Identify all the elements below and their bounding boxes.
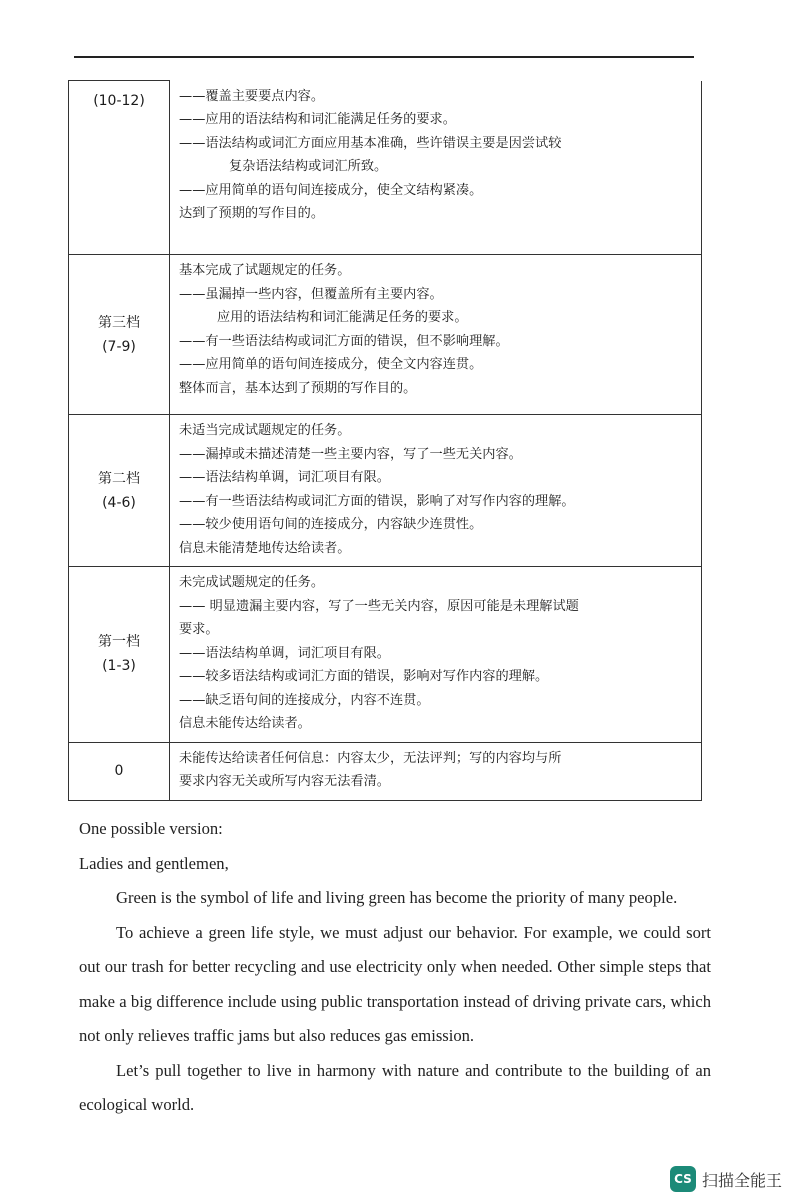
criteria-line: 应用的语法结构和词汇能满足任务的要求。 (217, 310, 468, 325)
criteria-line: ——缺乏语句间的连接成分，内容不连贯。 (179, 692, 430, 708)
grade-range: (1-3) (102, 658, 136, 675)
criteria-line: ——语法结构或词汇方面应用基本准确，些许错误主要是因尝试较 (179, 135, 562, 151)
criteria-cell (170, 415, 702, 567)
criteria-line: ——应用简单的语句间连接成分，使全文内容连贯。 (179, 357, 483, 372)
grade-cell (69, 415, 170, 567)
criteria-line: 整体而言，基本达到了预期的写作目的。 (179, 380, 417, 396)
rubric-row-10-12 (69, 81, 702, 255)
criteria-line: 未能传达给读者任何信息：内容太少，无法评判；写的内容均与所 (179, 750, 562, 766)
criteria-line: ——有一些语法结构或词汇方面的错误，影响了对写作内容的理解。 (179, 493, 575, 509)
criteria-line: ——语法结构单调，词汇项目有限。 (179, 645, 390, 661)
criteria-line: ——较少使用语句间的连接成分，内容缺少连贯性。 (179, 517, 483, 532)
criteria-line: 未适当完成试题规定的任务。 (179, 423, 351, 438)
criteria-line: 未完成试题规定的任务。 (179, 575, 325, 590)
grade-name: 第一档 (98, 634, 140, 651)
grade-cell (69, 81, 170, 255)
criteria-line: 达到了预期的写作目的。 (179, 206, 325, 221)
rubric-row-zero (69, 742, 702, 800)
grade-range: 0 (114, 763, 124, 779)
essay-heading: One possible version: (79, 819, 223, 838)
criteria-line: ——较多语法结构或词汇方面的错误，影响对写作内容的理解。 (179, 669, 549, 684)
criteria-line: 信息未能传达给读者。 (179, 716, 311, 731)
criteria-cell (170, 567, 702, 743)
criteria-line: 要求内容无关或所写内容无法看清。 (179, 774, 390, 789)
criteria-line: ——覆盖主要要点内容。 (179, 88, 325, 104)
grade-range: (10-12) (93, 93, 145, 109)
criteria-cell (170, 255, 702, 415)
grade-name: 第三档 (98, 314, 140, 331)
top-rule (74, 56, 694, 58)
watermark-label: 扫描全能王 (701, 1170, 782, 1190)
essay-paragraph: Let’s pull together to live in harmony with nature and contribute to the building of an ecological world. (79, 1060, 711, 1114)
criteria-line: ——虽漏掉一些内容，但覆盖所有主要内容。 (179, 286, 443, 302)
grade-cell (69, 567, 170, 743)
rubric-row-third-tier (69, 255, 702, 415)
criteria-line: 要求。 (179, 622, 219, 637)
criteria-line: —— 明显遗漏主要内容，写了一些无关内容，原因可能是未理解试题 (179, 598, 579, 614)
essay-paragraph: To achieve a green life style, we must adjust our behavior. For example, we could sort out our trash for better recycling and use electricity only when needed. Other simple steps that make a big difference include using public transportation instead of driving private cars, which not only relieves traffic jams but also reduces gas emission. (79, 922, 711, 1045)
grade-name: 第二档 (98, 470, 140, 487)
criteria-cell (170, 81, 702, 255)
rubric-row-second-tier (69, 415, 702, 567)
grade-range: (7-9) (102, 338, 136, 355)
criteria-line: 基本完成了试题规定的任务。 (179, 263, 351, 278)
camscanner-logo-icon: CS (670, 1166, 696, 1192)
criteria-line: ——语法结构单调，词汇项目有限。 (179, 470, 390, 485)
sample-essay (79, 812, 711, 1123)
criteria-line: ——有一些语法结构或词汇方面的错误，但不影响理解。 (179, 333, 509, 349)
criteria-line: ——应用的语法结构和词汇能满足任务的要求。 (179, 112, 456, 127)
essay-salutation: Ladies and gentlemen, (79, 853, 229, 873)
grade-cell (69, 742, 170, 800)
grade-cell (69, 255, 170, 415)
essay-paragraph: Green is the symbol of life and living green has become the priority of many people. (116, 888, 678, 907)
scoring-rubric-table (68, 80, 702, 801)
criteria-line: 信息未能清楚地传达给读者。 (179, 540, 351, 556)
criteria-line: 复杂语法结构或词汇所致。 (229, 159, 388, 174)
criteria-line: ——漏掉或未描述清楚一些主要内容，写了一些无关内容。 (179, 446, 522, 462)
camscanner-watermark (670, 1166, 782, 1192)
criteria-cell (170, 742, 702, 800)
grade-range: (4-6) (102, 494, 136, 511)
criteria-line: ——应用简单的语句间连接成分，使全文结构紧凑。 (179, 182, 483, 198)
rubric-row-first-tier (69, 567, 702, 743)
